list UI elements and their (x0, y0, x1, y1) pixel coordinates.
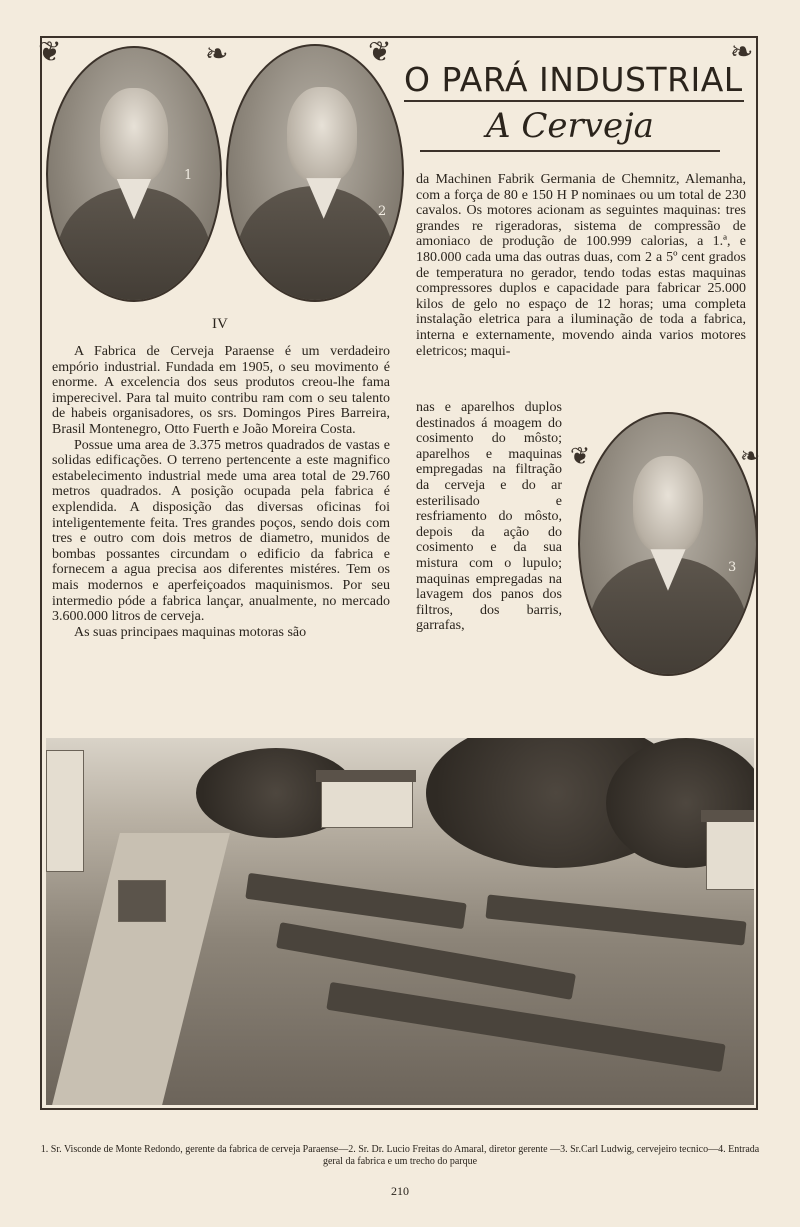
section-numeral: IV (212, 316, 228, 332)
garden-bed (485, 894, 746, 945)
portrait-2 (226, 44, 404, 302)
portrait-face (287, 87, 357, 184)
paragraph: nas e aparelhos duplos destinados á moagem do cosimento do môsto; aparelhos e maquinas empregadas na filtração da cerveja e do ar esterilisado e resfriamento do môsto, depois da ação do cosimento e da sua mistura com o lupulo; maquinas empregadas na lavagem dos panos dos filtros, dos barris, garrafas, (416, 400, 562, 634)
paragraph: da Machinen Fabrik Germania de Chemnitz, Alemanha, com a força de 80 e 150 H P nominaes ou um total de 230 cavalos. Os motores acionam as seguintes maquinas: tres grandes re rigeradoras, sistema de compressão de amoniaco de produção de 100.999 calorias, a 1.ª, e 180.000 cada uma das outras duas, com 2 a 5º cent grados de temperatura no gerador, tendo todas estas maquinas compressores duplos e capacidade para fabricar 25.000 kilos de gelo no espaço de 12 horas; uma completa instalação eletrica para a iluminação de toda a fabrica, interna e externamente, movendo ainda varios motores eletricos; maqui- (416, 172, 746, 359)
building-roof (316, 770, 416, 782)
right-column-top (416, 172, 746, 359)
title-rule (404, 100, 744, 102)
vintage-car (118, 880, 166, 922)
figure-caption: 1. Sr. Visconde de Monte Redondo, gerente da fabrica de cerveja Paraense—2. Sr. Dr. Lucio Freitas do Amaral, diretor gerente —3. Sr.Carl Ludwig, cervejeiro tecnico—4. Entrada geral da fabrica e um trecho do parque (40, 1144, 760, 1167)
ornament-scroll-icon: ❦ (570, 442, 591, 470)
portrait-number: 1 (184, 168, 193, 183)
portrait-3 (578, 412, 761, 676)
paragraph: Possue uma area de 3.375 metros quadrados de vastas e solidas edificações. O terreno pertencente a este magnifico estabelecimento industrial mede uma area total de 29.760 metros quadrados. A posição ocupada pela fabrica é explendida. A disposição das diversas oficinas foi inteligentemente feita. Tres grandes poços, sendo dois com tres e outro com dois metros de diametro, munidos de bombas possantes circundam o edificio da fabrica e fornecem a agua precisa aos diferentes mistéres. Tem os mais modernos e aperfeiçoados maquinismos. Por seu intermedio póde a fabrica lançar, anualmente, no mercado 3.600.000 litros de cerveja. (52, 437, 390, 625)
portrait-face (100, 88, 169, 184)
page-title: O PARÁ INDUSTRIAL (404, 60, 743, 99)
paragraph: A Fabrica de Cerveja Paraense é um verdadeiro empório industrial. Fundada em 1905, o seu movimento é enorme. A excelencia dos seus produtos creou-lhe fama imperecivel. Para tal muito contribu ram com o seu talento de habeis organisadores, os srs. Domingos Pires Barreira, Brasil Montenegro, Otto Fuerth e João Moreira Costa. (52, 344, 390, 437)
building (321, 776, 413, 828)
right-column-narrow (416, 400, 562, 634)
subtitle-flourish (420, 150, 720, 152)
building-roof (701, 810, 754, 822)
garden-bed (245, 873, 466, 929)
portrait-face (633, 456, 703, 555)
paragraph: As suas principaes maquinas motoras são (74, 624, 307, 640)
entrance-road (52, 833, 230, 1105)
ornament-scroll-icon: ❧ (205, 37, 229, 70)
ornament-scroll-icon: ❦ (38, 35, 62, 68)
garden-bed (326, 982, 725, 1072)
ornament-scroll-icon: ❦ (368, 35, 392, 68)
page-subtitle: A Cerveja (486, 106, 654, 146)
factory-park-photo (46, 738, 754, 1105)
garden-bed (276, 922, 576, 1000)
ornament-scroll-icon: ❧ (730, 35, 754, 68)
portrait-number: 3 (728, 560, 737, 575)
left-column (52, 344, 390, 640)
building (706, 818, 754, 890)
ornament-scroll-icon: ❧ (740, 442, 761, 470)
building (46, 750, 84, 872)
portrait-number: 2 (378, 204, 387, 219)
page-number: 210 (391, 1184, 409, 1198)
portrait-1 (46, 46, 222, 302)
portrait-body (237, 186, 394, 302)
